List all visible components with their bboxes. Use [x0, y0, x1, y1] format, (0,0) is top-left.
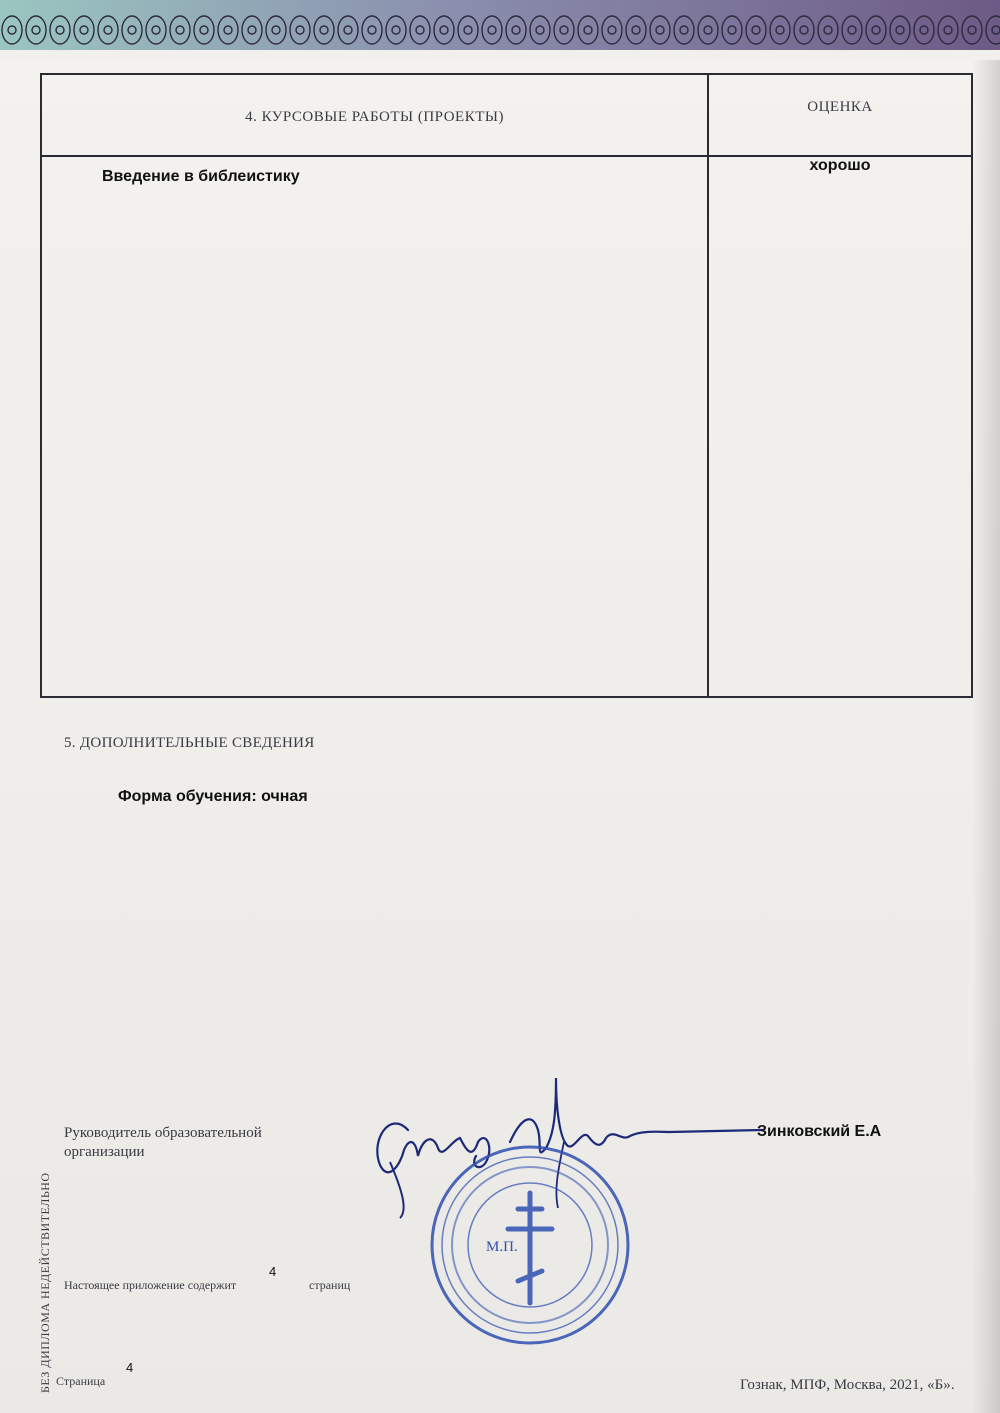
stamp-initials: М.П.	[486, 1239, 518, 1255]
official-seal	[428, 1143, 633, 1348]
pages-count: 4	[269, 1264, 277, 1279]
page-number: 4	[126, 1360, 134, 1375]
guilloche-border	[0, 0, 1000, 60]
printer-imprint: Гознак, МПФ, Москва, 2021, «Б».	[740, 1377, 955, 1393]
head-of-organization-label: Руководитель образовательной организации	[64, 1125, 262, 1160]
pages-count-suffix: страниц	[309, 1278, 351, 1292]
grade-header: ОЦЕНКА	[807, 99, 873, 115]
page-edge-shadow	[972, 30, 1000, 1413]
coursework-grade: хорошо	[809, 157, 871, 174]
head-name: Зинковский Е.А	[757, 1123, 882, 1140]
coursework-title: Введение в библеистику	[102, 168, 300, 185]
study-form: Форма обучения: очная	[118, 788, 308, 805]
coursework-table	[40, 73, 973, 698]
validity-note: БЕЗ ДИПЛОМА НЕДЕЙСТВИТЕЛЬНО	[38, 1172, 52, 1393]
coursework-header: 4. КУРСОВЫЕ РАБОТЫ (ПРОЕКТЫ)	[245, 109, 504, 125]
page-label: Страница	[56, 1374, 106, 1388]
pages-count-prefix: Настоящее приложение содержит	[64, 1278, 237, 1292]
additional-info-title: 5. ДОПОЛНИТЕЛЬНЫЕ СВЕДЕНИЯ	[64, 735, 315, 751]
